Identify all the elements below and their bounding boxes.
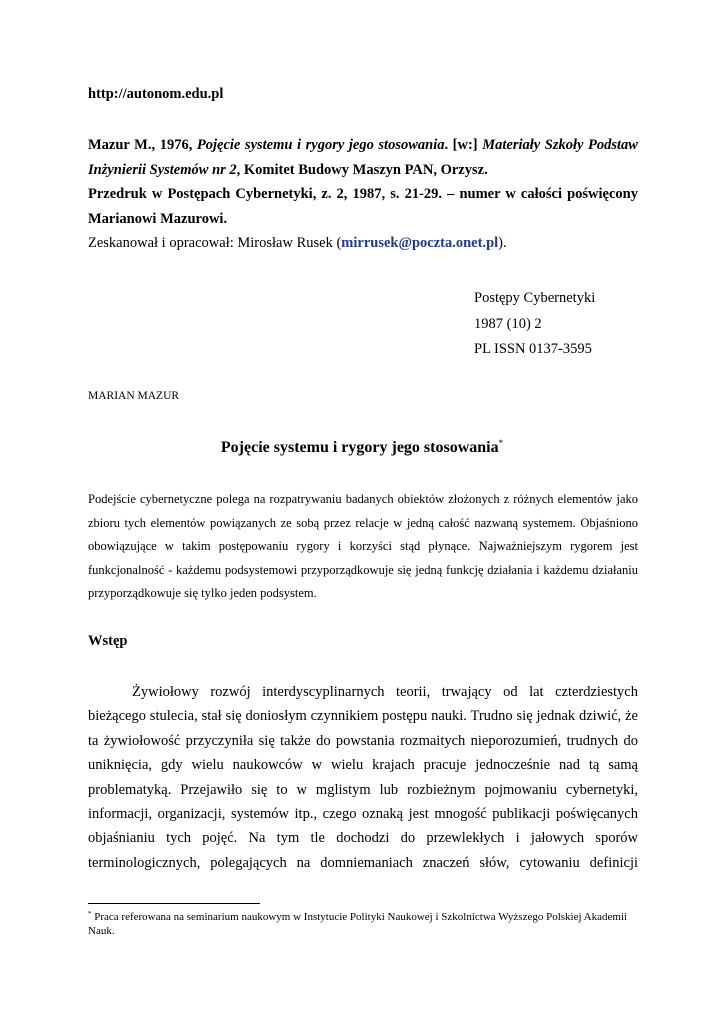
citation-separator: . [w:] xyxy=(444,137,483,153)
email-link[interactable]: mirrusek@poczta.onet.pl xyxy=(341,235,499,251)
source-url: http://autonom.edu.pl xyxy=(88,86,224,102)
footnote-text: Praca referowana na seminarium naukowym w Instytucie Polityki Naukowej i Szkolnictwa Wyższego Polskiej Akademii Nauk. xyxy=(88,911,628,937)
section-heading: Wstęp xyxy=(88,633,128,649)
journal-name: Postępy Cybernetyki xyxy=(474,290,596,306)
scan-credit-suffix: ). xyxy=(498,235,507,251)
journal-info xyxy=(474,286,595,363)
citation-source: Materiały Szkoły Podstaw Inżynierii Systemów nr 2 xyxy=(88,137,638,178)
scan-credit-prefix: Zeskanował i opracował: Mirosław Rusek ( xyxy=(88,235,342,251)
footnote-divider xyxy=(88,903,260,904)
body-paragraph: Żywiołowy rozwój interdyscyplinarnych teorii, trwający od lat czterdziestych bieżącego stulecia, stał się doniosłym czynnikiem postępu nauki. Trudno się jednak dziwić, że ta żywiołowość przyczyniła się także do powstania rozmaitych nieporozumień, trudnych do uniknięcia, gdy wielu naukowców w wielu krajach pracuje jednocześnie nad tą samą problematyką. Przejawiło się to w mglistym lub rozbieżnym pojmowaniu cybernetyki, informacji, organizacji, systemów itp., czego oznaką jest mnogość publikacji poświęcanych objaśnianiu tych pojęć. Na tym tle dochodzi do przewlekłych i jałowych sporów terminologicznych, polegających na domniemaniach znaczeń słów, cytowaniu definicji xyxy=(88,684,638,871)
footnote-mark: * xyxy=(88,910,92,918)
citation-publisher: , Komitet Budowy Maszyn PAN, Orzysz. xyxy=(236,161,488,178)
citation xyxy=(88,133,638,182)
article-title: Pojęcie systemu i rygory jego stosowania xyxy=(220,439,499,456)
footnote xyxy=(88,908,648,938)
journal-issn: PL ISSN 0137-3595 xyxy=(474,341,592,357)
journal-year-issue: 1987 (10) 2 xyxy=(474,315,542,332)
article-title-line xyxy=(0,438,724,457)
citation-block xyxy=(88,133,638,256)
abstract: Podejście cybernetyczne polega na rozpatrywaniu badanych obiektów złożonych z różnych elementów jako zbioru tych elementów powiązanych ze sobą przez relacje w jedną całość nazwaną systemem. Objaśniono obowiązujące w takim postępowaniu rygory i korzyści stąd płynące. Najważniejszym rygorem jest funkcjonalność - każdemu podsystemowi przyporządkowuje się jedną funkcję działania i każdemu działaniu przyporządkowuje się tylko jeden podsystem. xyxy=(88,492,638,600)
title-footnote-mark: * xyxy=(498,438,504,448)
body-text xyxy=(88,680,638,875)
article-author: MARIAN MAZUR xyxy=(88,390,180,402)
citation-title: Pojęcie systemu i rygory jego stosowania xyxy=(196,137,445,153)
reprint-note: Przedruk w Postępach Cybernetyki, z. 2, 1987, s. 21-29. – numer w całości poświęcony Marianowi Mazurowi. xyxy=(88,186,638,227)
scan-credit xyxy=(88,231,638,256)
citation-author-year: Mazur M., 1976, xyxy=(88,137,197,153)
